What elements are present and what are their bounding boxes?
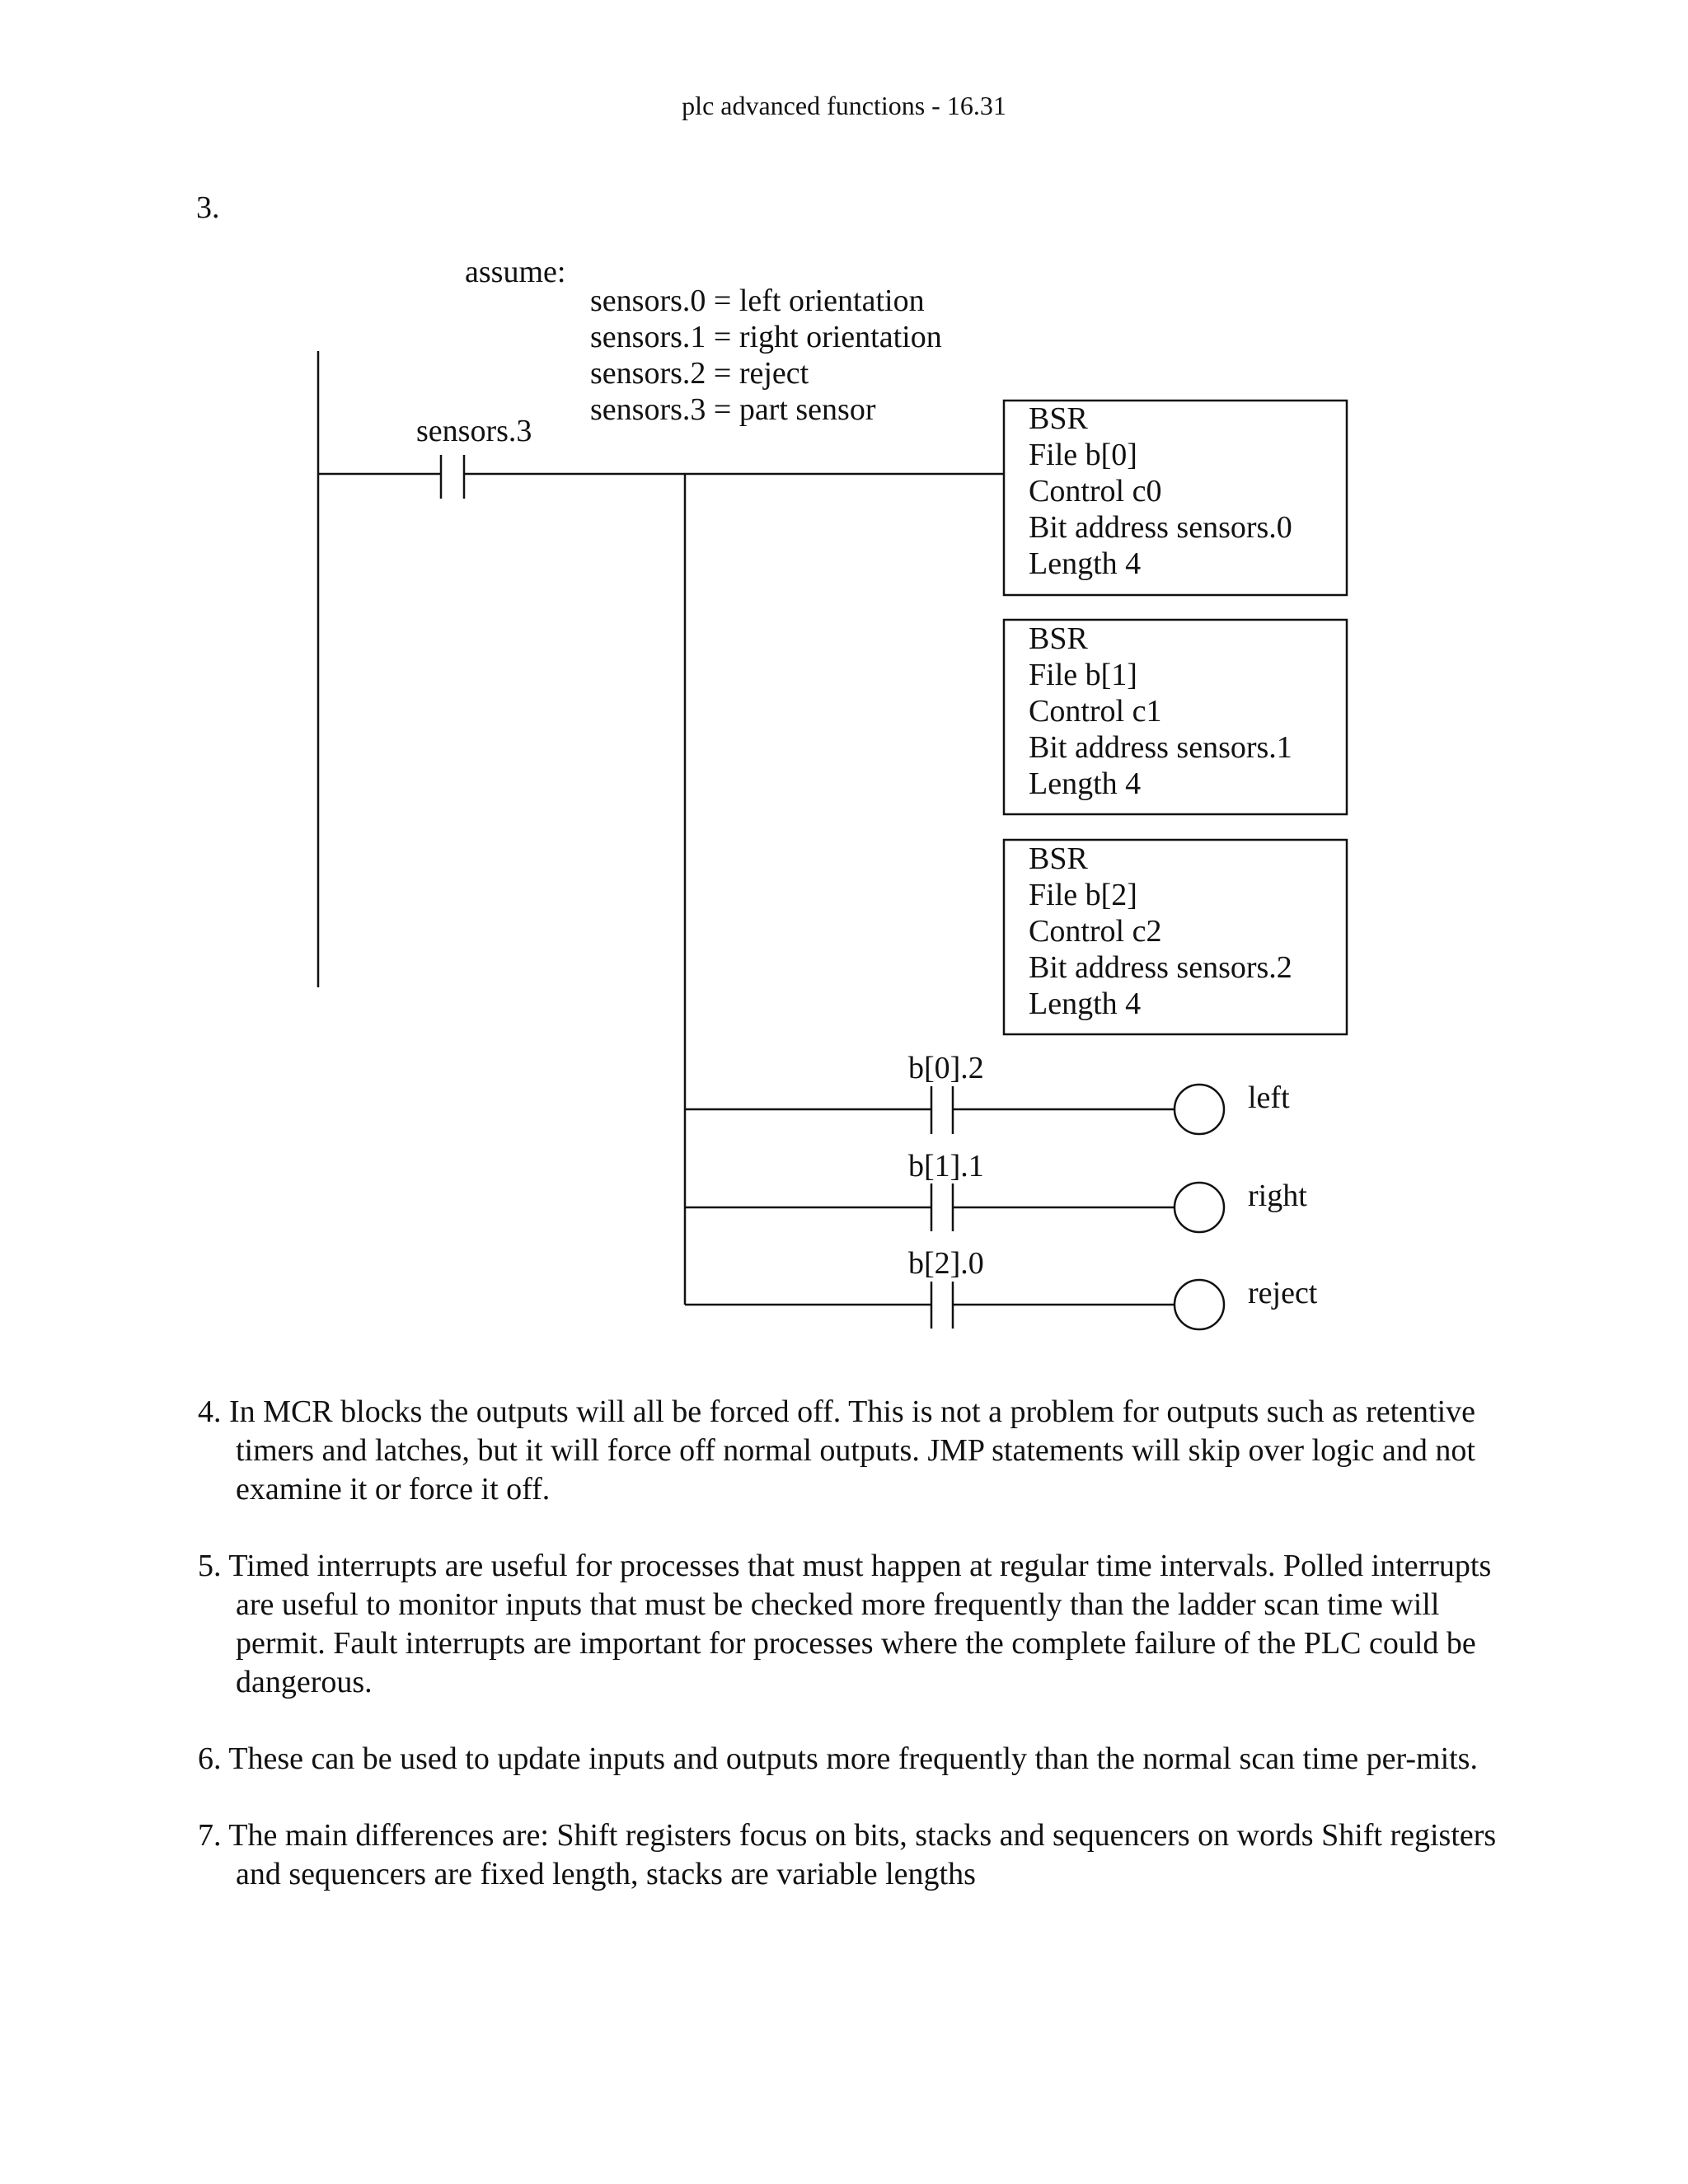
bsr-line: Length 4 xyxy=(1029,766,1142,801)
assumption-line: sensors.1 = right orientation xyxy=(590,320,942,354)
bsr-line: BSR xyxy=(1029,621,1088,656)
bsr-line: File b[0] xyxy=(1029,438,1137,472)
output-contact-label: b[2].0 xyxy=(908,1246,984,1281)
bsr-line: Control c1 xyxy=(1029,694,1162,729)
coil-label: reject xyxy=(1248,1276,1318,1310)
output-contact-label: b[0].2 xyxy=(908,1051,984,1085)
input-contact-label: sensors.3 xyxy=(416,414,532,448)
output-coil xyxy=(1175,1183,1224,1232)
coil-label: left xyxy=(1248,1080,1290,1115)
assumption-line: sensors.0 = left orientation xyxy=(590,284,925,318)
bsr-line: Control c0 xyxy=(1029,474,1162,509)
bsr-line: File b[2] xyxy=(1029,878,1137,912)
coil-label: right xyxy=(1248,1179,1307,1213)
output-contact-label: b[1].1 xyxy=(908,1149,984,1183)
bsr-line: Bit address sensors.1 xyxy=(1029,730,1292,765)
bsr-line: Length 4 xyxy=(1029,987,1142,1021)
answer-paragraph: 4. In MCR blocks the outputs will all be forced off. This is not a problem for outputs such as retentive timers and latches, but it will force off normal outputs. JMP statements will skip over logic and not examine it or force it off. xyxy=(198,1394,1476,1507)
answers-list xyxy=(198,1393,1508,1932)
bsr-line: File b[1] xyxy=(1029,658,1137,692)
bsr-line: Length 4 xyxy=(1029,546,1142,581)
output-coil xyxy=(1175,1085,1224,1134)
output-coil xyxy=(1175,1280,1224,1329)
assumption-line: sensors.3 = part sensor xyxy=(590,392,876,427)
assume-label: assume: xyxy=(465,255,566,289)
bsr-line: BSR xyxy=(1029,841,1088,876)
bsr-line: BSR xyxy=(1029,401,1088,436)
answer-paragraph: 6. These can be used to update inputs and outputs more frequently than the normal scan time per-mits. xyxy=(198,1741,1478,1776)
bsr-line: Bit address sensors.0 xyxy=(1029,510,1292,545)
assumption-line: sensors.2 = reject xyxy=(590,356,809,391)
answer-paragraph: 7. The main differences are: Shift registers focus on bits, stacks and sequencers on words Shift registers and sequencers are fixed length, stacks are variable lengths xyxy=(198,1818,1497,1891)
bsr-line: Control c2 xyxy=(1029,914,1162,949)
question-number: 3. xyxy=(196,190,220,225)
answer-paragraph: 5. Timed interrupts are useful for processes that must happen at regular time intervals. Polled interrupts are useful to monitor inputs that must be checked more frequently than the ladder scan time will permit. Fault interrupts are important for processes where the complete failure of the PLC could be dangerous. xyxy=(198,1549,1492,1699)
bsr-line: Bit address sensors.2 xyxy=(1029,950,1292,985)
page-header: plc advanced functions - 16.31 xyxy=(682,91,1006,120)
